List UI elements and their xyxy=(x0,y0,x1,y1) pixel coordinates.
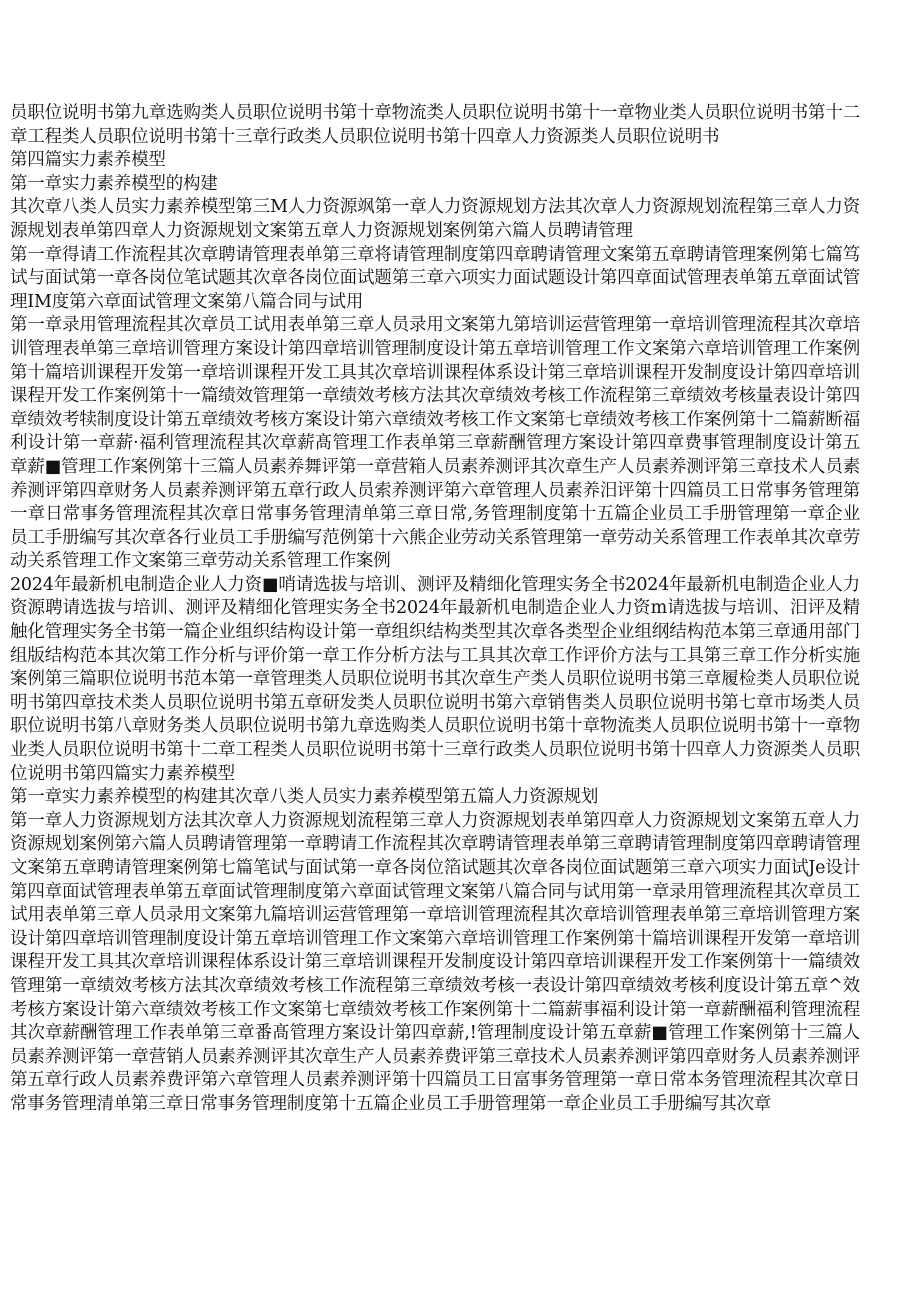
paragraph-competency-planning: 第一章实力素养模型的构建其次章八类人员实力素养模型第五篇人力资源规划 xyxy=(10,787,599,808)
paragraph-full-contents: 第一章人力资源规划方法其次章人力资源规划流程第三章人力资源规划表单第四章人力资源规划文案第五章人力资源规划案例第六篇人员聘请管理第一章聘请工作流程其次章聘请管理表单第三章聘请管理制度第四章聘请管理文案第五章聘请管理案例第七篇笔试与面试第一章各岗位箔试题其次章各岗位面试题第三章六项实力面试Je设计第四章面试管理表单第五章面试管理制度第六章面试管理文案第八篇合同与试用第一章录用管理流程其次章员工试用表单第三章人员录用文案第九篇培训运营管理第一章培训管理流程其次章培训管理表单第三章培训管理方案设计第四章培训管理制度设计第五章培训管理工作文案第六章培训管理工作案例第十篇培训课程开发第一章培训课程开发工具其次章培训课程体系设计第三章培训课程开发制度设计第四章培训课程开发工作案例第十一篇绩效管理第一章绩效考核方法其次章绩效考核工作流程第三章绩效考核一表设计第四章绩效考核利度设计第五章^效考核方案设计第六章绩效考核工作文案第七章绩效考核工作案例第十二篇薪事福利设计第一章薪酬福利管理流程其次章薪酬管理工作表单第三章番髙管理方案设计第四章薪,!管理制度设计第五章薪■管理工作案例第十三篇人员素养测评第一章营销人员素养测评其次章生产人员素养费评第三章技术人员素养测评第四章财务人员素养测评第五章行政人员素养费评第六章管理人员素养测评第十四篇员工日富事务管理第一章日常本务管理流程其次章日常事务管理清单第三章日常事务管理制度第十五篇企业员工手册管理第一章企业员工手册编写其次章 xyxy=(10,810,860,1114)
paragraph-book-title-contents: 2024年最新机电制造企业人力资■哨请选拔与培训、测评及精细化管理实务全书2024年最新机电制造企业人力资源聘请选拔与培训、测评及精细化管理实务全书2024年最新机电制造企业人力资m请选拔与培训、汨评及精触化管理实务全书第一篇企业组织结构设计第一章组织结构类型其次章各类型企业组纲结构范本第三章通用部门组版结构范本其次第工作分析与评价第一章工作分析方法与工具其次章工作评价方法与工具第三章工作分析实施案例第三篇职位说明书范本第一章管理类人员职位说明书其次章生产类人员职位说明书第三章履检类人员职位说明书第四章技术类人员职位说明书第五章研发类人员职位说明书第六章销售类人员职位说明书第七章市场类人员职位说明书第八章财务类人员职位说明书第九章选购类人员职位说明书第十章物流类人员职位说明书第十一章物业类人员职位说明书第十二章工程类人员职位说明书第十三章行政类人员职位说明书第十四章人力资源类人员职位说明书第四篇实力素养模型 xyxy=(10,574,860,784)
paragraph-employment-training: 第一章录用管理流程其次章员工试用表单第三章人员录用文案第九第培训运营管理第一章培训管理流程其次章培训管理表单第三章培训管理方案设计第四章培训管理制度设计第五章培训管理工作文案第六章培训管理工作案例第十篇培训课程开发第一章培训课程开发工具其次章培训课程体系设计第三章培训课程开发制度设计第四章培训课程开发工作案例第十一篇绩效管理第一章绩效考核方法其次章绩效考核工作流程第三章绩效考核量表设计第四章绩效考犊制度设计第五章绩效考核方案设计第六章绩效考核工作文案第七章绩效考核工作案例第十二篇薪断福利设计第一章薪·福利管理流程其次章薪髙管理工作表单第三章薪酬管理方案设计第四章费事管理制度设计第五章薪■管理工作案例第十三篇人员素养舞评第一章营箱人员素养测评其次章生产人员素养测评第三章技术人员素养测评第四章财务人员素养测评第五章行政人员索养测评第六章管理人员素养汨评第十四篇员工日常事务管理第一章日常事务管理流程其次章日常事务管理清单第三章日常,务管理制度第十五篇企业员工手册管理第一章企业员工手册编写其次章各行业员工手册编写范例第十六熊企业劳动关系管理第一章劳动关系管理工作表单其次章劳动关系管理工作文案第三章劳动关系管理工作案例 xyxy=(10,315,860,572)
paragraph-job-descriptions-tail: 员职位说明书第九章选购类人员职位说明书第十章物流类人员职位说明书第十一章物业类人员职位说明书第十二章工程类人员职位说明书第十三章行政类人员职位说明书第十四章人力资源类人员职位说明书 xyxy=(10,103,860,147)
heading-competency-model: 第四篇实力素养模型 xyxy=(10,150,166,171)
paragraph-recruitment: 第一章得请工作流程其次章聘请管理表单第三章将请管理制度第四章聘请管理文案第五章聘请管理案例第七篇笃试与面试第一章各岗位笔试题其次章各岗位面试题第三章六项实力面试题设计第四章面试管理表单第五章面试管理IM度第六章面试管理文案第八篇合同与试用 xyxy=(10,244,860,312)
heading-competency-construction: 第一章实力素养模型的构建 xyxy=(10,173,218,194)
paragraph-hr-planning: 其次章八类人员实力素养模型第三M人力资源飒第一章人力资源规划方法其次章人力资源规划流程第三章人力资源规划表单第四章人力资源规划文案第五章人力资源规划案例第六篇人员聘请管理 xyxy=(10,197,860,241)
document-page xyxy=(10,102,860,1117)
